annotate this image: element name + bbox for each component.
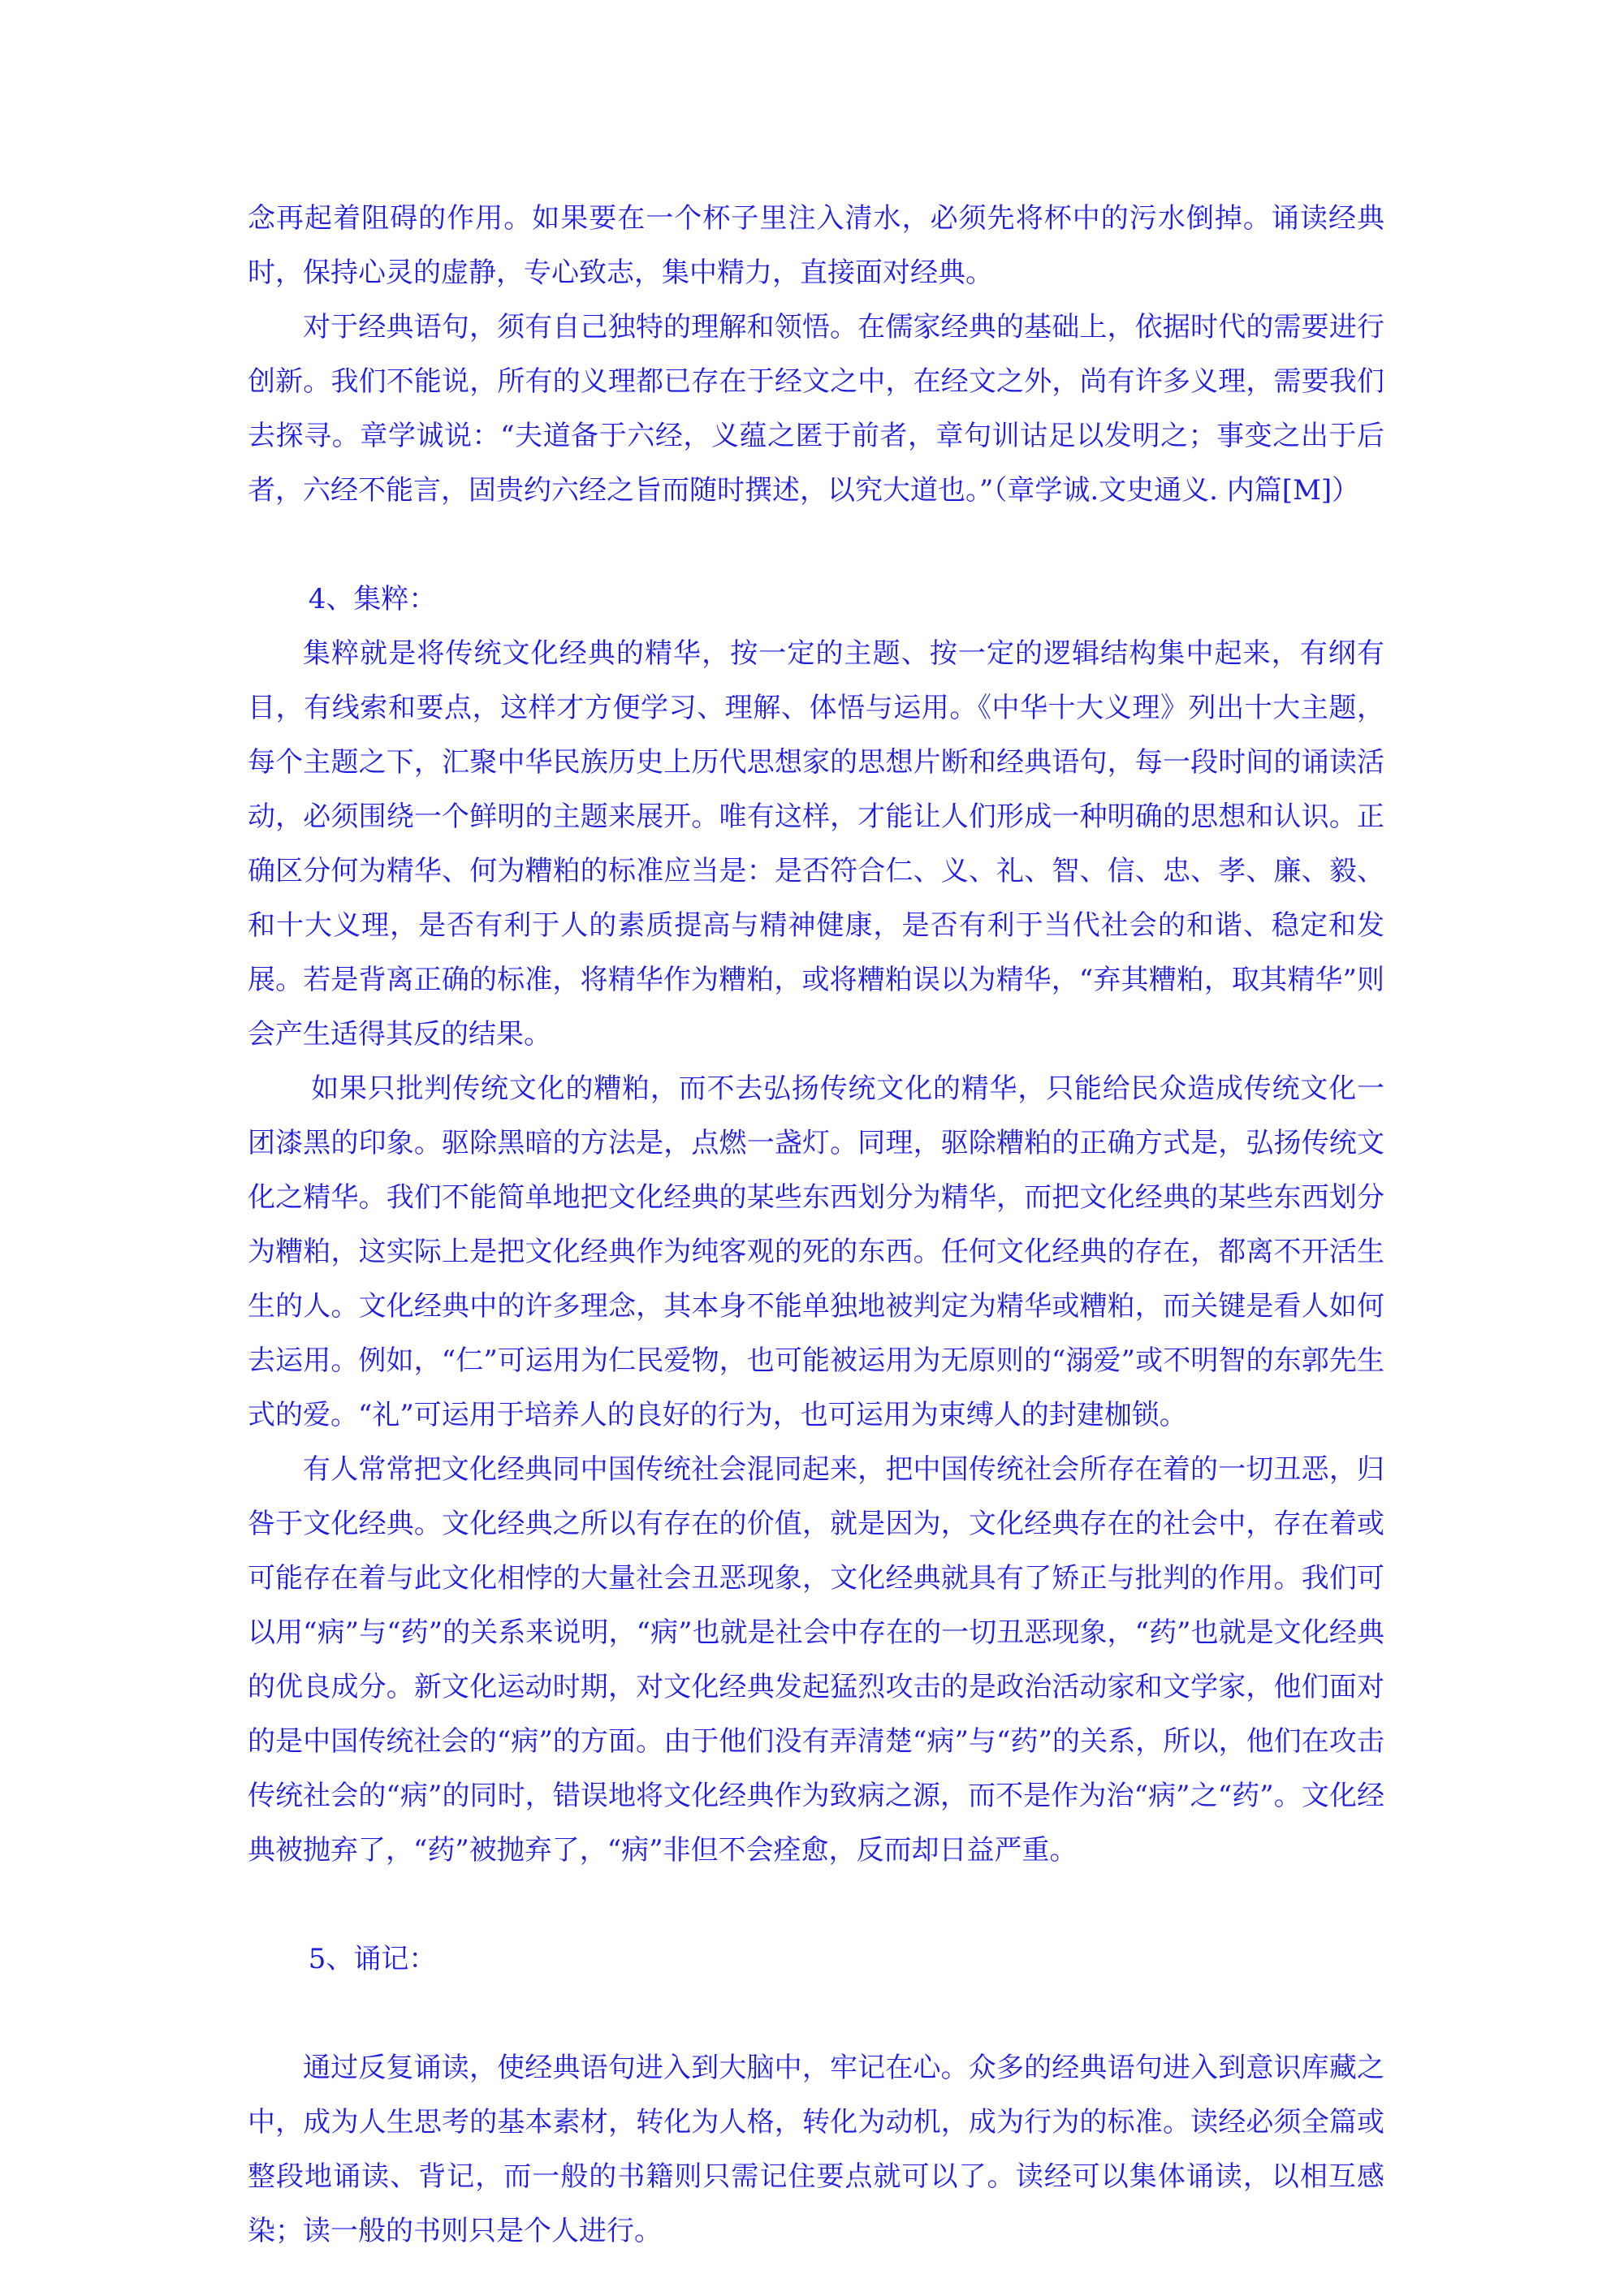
section-heading-5: 5、诵记： — [308, 1943, 437, 1975]
paragraph-disease-medicine: 有人常常把文化经典同中国传统社会混同起来，把中国传统社会所存在着的一切丑恶，归咎于文化经典。文化经典之所以有存在的价值，就是因为，文化经典存在的社会中，存在着或可能存在着与此文化相悖的大量社会丑恶现象，文化经典就具有了矫正与批判的作用。我们可以用“病”与“药”的关系来说明，“病”也就是社会中存在的一切丑恶现象，“药”也就是文化经典的优良成分。新文化运动时期，对文化经典发起猛烈攻击的是政治活动家和文学家，他们面对的是中国传统社会的“病”的方面。由于他们没有弄清楚“病”与“药”的关系，所以，他们在攻击传统社会的“病”的同时，错误地将文化经典作为致病之源，而不是作为治“病”之“药”。文化经典被抛弃了，“药”被抛弃了，“病”非但不会痊愈，反而却日益严重。 — [248, 1453, 1384, 1867]
spacer — [248, 518, 1384, 572]
paragraph-essence-dross: 如果只批判传统文化的糟粕，而不去弘扬传统文化的精华，只能给民众造成传统文化一团漆黑的印象。驱除黑暗的方法是，点燃一盏灯。同理，驱除糟粕的正确方式是，弘扬传统文化之精华。我们不能简单地把文化经典的某些东西划分为精华，而把文化经典的某些东西划分为糟粕，这实际上是把文化经典作为纯客观的死的东西。任何文化经典的存在，都离不开活生生的人。文化经典中的许多理念，其本身不能单独地被判定为精华或糟粕，而关键是看人如何去运用。例如，“仁”可运用为仁民爱物，也可能被运用为无原则的“溺爱”或不明智的东郭先生式的爱。“礼”可运用于培养人的良好的行为，也可运用为束缚人的封建枷锁。 — [248, 1072, 1384, 1431]
paragraph-classic-understanding: 对于经典语句，须有自己独特的理解和领悟。在儒家经典的基础上，依据时代的需要进行创新。我们不能说，所有的义理都已存在于经文之中，在经文之外，尚有许多义理，需要我们去探寻。章学诚说：“夫道备于六经，义蕴之匿于前者，章句训诂足以发明之；事变之出于后者，六经不能言，固贵约六经之旨而随时撰述，以究大道也。”（章学诚.文史通义. 内篇[M]） — [248, 311, 1384, 507]
paragraph-continued: 念再起着阻碍的作用。如果要在一个杯子里注入清水，必须先将杯中的污水倒掉。诵读经典时，保持心灵的虚静，专心致志，集中精力，直接面对经典。 — [248, 202, 1384, 289]
paragraph-jicui: 集粹就是将传统文化经典的精华，按一定的主题、按一定的逻辑结构集中起来，有纲有目，有线索和要点，这样才方便学习、理解、体悟与运用。《中华十大义理》列出十大主题，每个主题之下，汇聚中华民族历史上历代思想家的思想片断和经典语句，每一段时间的诵读活动，必须围绕一个鲜明的主题来展开。唯有这样，才能让人们形成一种明确的思想和认识。正确区分何为精华、何为糟粕的标准应当是：是否符合仁、义、礼、智、信、忠、孝、廉、毅、和十大义理，是否有利于人的素质提高与精神健康，是否有利于当代社会的和谐、稳定和发展。若是背离正确的标准，将精华作为糟粕，或将糟粕误以为精华，“弃其糟粕，取其精华”则会产生适得其反的结果。 — [248, 637, 1384, 1051]
spacer — [248, 1987, 1384, 2041]
spacer — [248, 1878, 1384, 1932]
section-heading-4: 4、集粹： — [308, 583, 437, 615]
document-body — [248, 192, 1384, 2259]
paragraph-recitation: 通过反复诵读，使经典语句进入到大脑中，牢记在心。众多的经典语句进入到意识库藏之中，成为人生思考的基本素材，转化为人格，转化为动机，成为行为的标准。读经必须全篇或整段地诵读、背记，而一般的书籍则只需记住要点就可以了。读经可以集体诵读，以相互感染；读一般的书则只是个人进行。 — [248, 2052, 1384, 2247]
